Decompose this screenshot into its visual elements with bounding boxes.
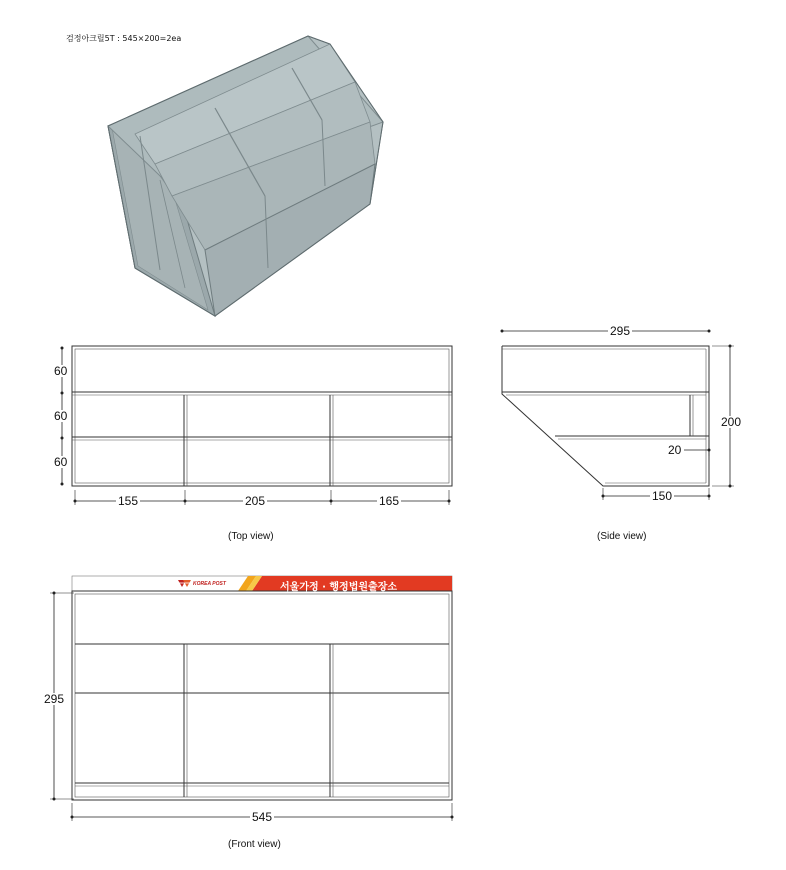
side-view-caption: (Side view) <box>597 531 647 542</box>
front-view-caption: (Front view) <box>228 839 281 850</box>
front-view-dim-width: 545 <box>252 810 273 824</box>
top-view-caption: (Top view) <box>228 531 274 542</box>
side-view-dim-bottom: 150 <box>652 489 673 503</box>
top-view-dim-col-3: 165 <box>379 494 400 508</box>
front-view-dim-height: 295 <box>44 692 65 706</box>
side-view-dim-right: 200 <box>721 415 742 429</box>
top-view-dim-row-2: 60 <box>54 409 68 423</box>
front-view-outer <box>72 591 452 800</box>
side-view-dim-top: 295 <box>610 324 631 338</box>
top-view-dim-row-3: 60 <box>54 455 68 469</box>
top-view-dim-row-1: 60 <box>54 364 68 378</box>
front-banner-text: 서울가정 · 행정법원출장소 <box>280 582 398 593</box>
top-view-dim-col-1: 155 <box>118 494 139 508</box>
side-view-dim-inner: 20 <box>668 443 682 457</box>
material-spec-note: 검정아크릴5T : 545×200=2ea <box>66 34 182 43</box>
top-view-dim-col-2: 205 <box>245 494 266 508</box>
korea-post-brand: KOREA POST <box>193 581 226 587</box>
